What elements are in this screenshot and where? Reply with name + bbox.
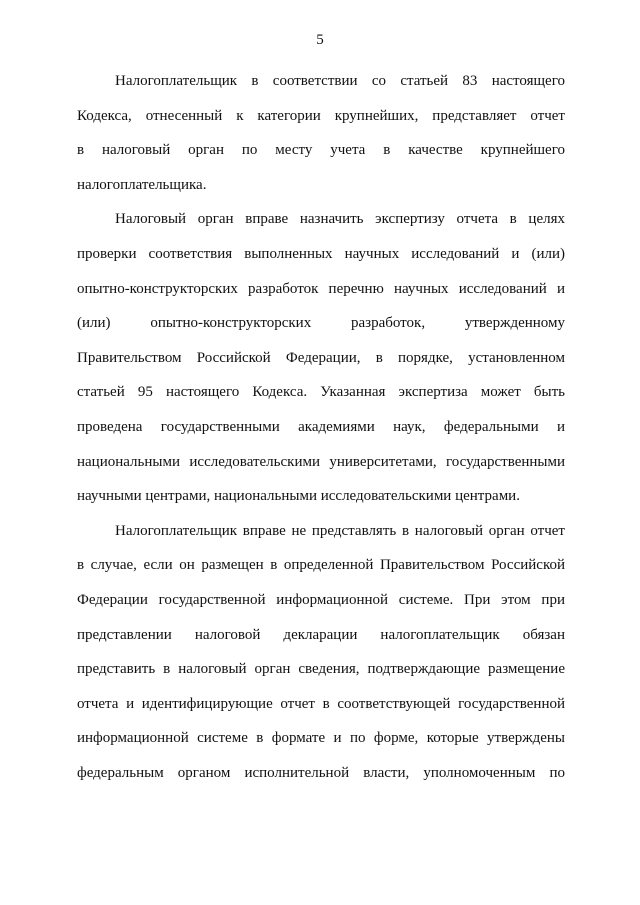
paragraph-line: Кодекса, отнесенный к категории крупнейших, представляет отчет <box>77 107 565 124</box>
paragraph-line: налогоплательщика. <box>77 176 207 193</box>
paragraph-line: представлении налоговой декларации налогоплательщик обязан <box>77 626 565 643</box>
paragraph-3 <box>77 514 565 791</box>
paragraph-line: Налогоплательщик в соответствии со статьей 83 настоящего <box>115 73 565 89</box>
paragraph-line: в налоговый орган по месту учета в качестве крупнейшего <box>77 142 565 159</box>
page-number: 5 <box>316 32 324 48</box>
paragraph-1 <box>77 64 565 202</box>
paragraph-line: опытно-конструкторских разработок перечню научных исследований и <box>77 280 565 297</box>
paragraph-line: проведена государственными академиями наук, федеральными и <box>77 418 565 435</box>
paragraph-line: Правительством Российской Федерации, в порядке, установленном <box>77 349 565 366</box>
paragraph-line: Федерации государственной информационной системе. При этом при <box>77 591 565 608</box>
paragraph-line: представить в налоговый орган сведения, подтверждающие размещение <box>77 661 565 678</box>
paragraph-line: (или) опытно-конструкторских разработок, утвержденному <box>77 315 565 332</box>
paragraph-line: Налоговый орган вправе назначить экспертизу отчета в целях <box>115 211 565 228</box>
paragraph-2 <box>77 202 565 513</box>
paragraph-line: проверки соответствия выполненных научных исследований и (или) <box>77 245 565 262</box>
paragraph-line: национальными исследовательскими университетами, государственными <box>77 453 565 470</box>
paragraph-line: отчета и идентифицирующие отчет в соответствующей государственной <box>77 695 565 712</box>
paragraph-line: информационной системе в формате и по форме, которые утверждены <box>77 730 565 747</box>
paragraph-line: научными центрами, национальными исследовательскими центрами. <box>77 488 520 505</box>
document-body <box>77 64 565 790</box>
paragraph-line: статьей 95 настоящего Кодекса. Указанная экспертиза может быть <box>77 384 565 401</box>
paragraph-line: федеральным органом исполнительной власти, уполномоченным по <box>77 764 565 781</box>
paragraph-line: Налогоплательщик вправе не представлять в налоговый орган отчет <box>115 522 565 539</box>
paragraph-line: в случае, если он размещен в определенной Правительством Российской <box>77 557 565 574</box>
